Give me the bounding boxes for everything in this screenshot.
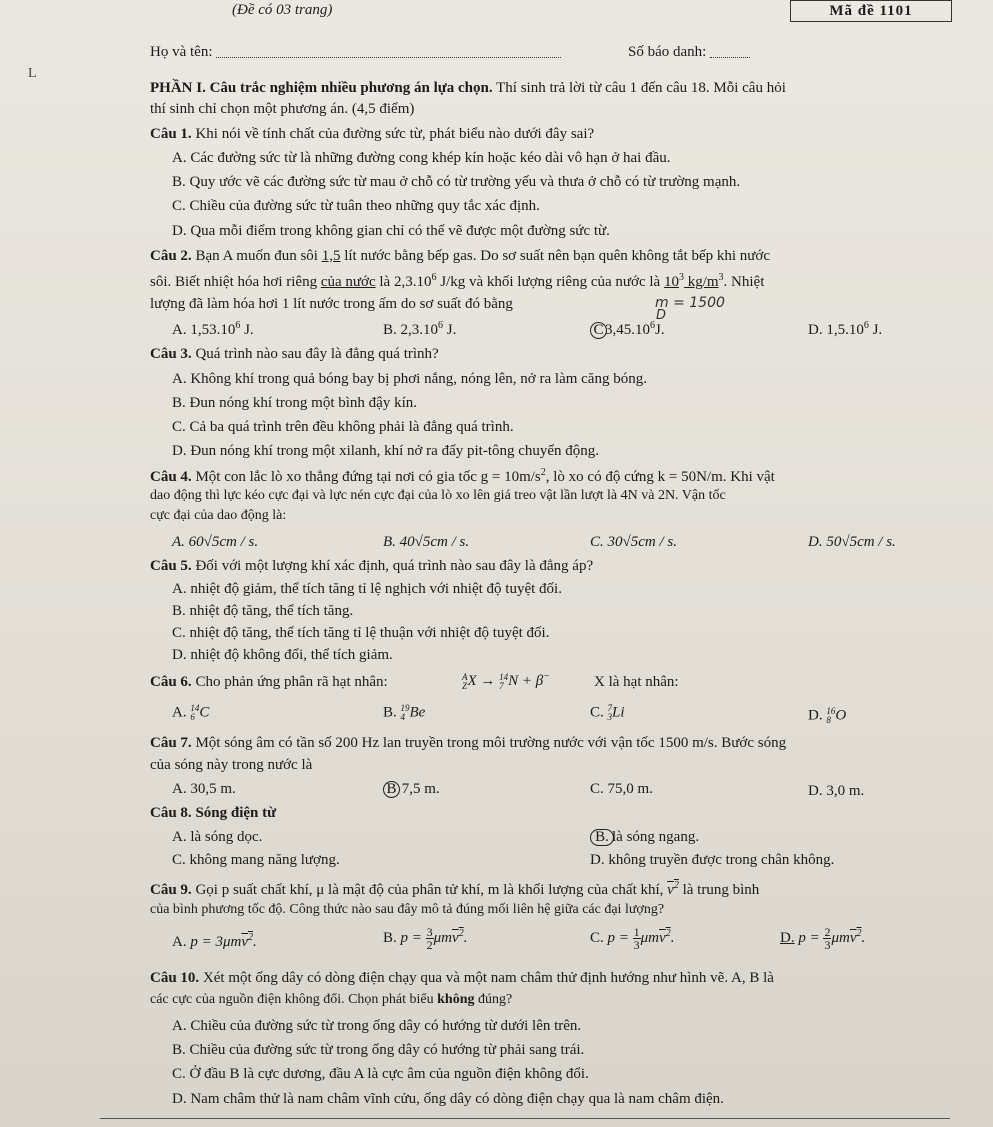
q5-option-c: C. nhiệt độ tăng, thể tích tăng tỉ lệ thuận với nhiệt độ tuyệt đối. (172, 625, 550, 641)
q4-line2: dao động thì lực kéo cực đại và lực nén cực đại của lò xo lên giá treo vật lần lượt là 4N và 2N. Vận tốc (150, 488, 726, 503)
q2-line3: lượng đã làm hóa hơi 1 lít nước trong ấm do sơ suất đó bằng (150, 296, 513, 312)
answer-circle: B. (590, 829, 614, 846)
handwritten-note: m = 1500 (655, 295, 725, 311)
bottom-rule (100, 1118, 950, 1119)
question-5: Câu 5. Đối với một lượng khí xác định, quá trình nào sau đây là đẳng áp? (150, 558, 594, 574)
q6-equation-suffix: X là hạt nhân: (594, 674, 679, 690)
q4-option-b: B. 40√5cm / s. (383, 534, 470, 550)
part1-heading (150, 80, 786, 97)
q2-line2: sôi. Biết nhiệt hóa hơi riêng của nước là 2,3.10$^6$ J/kg và khối lượng riêng của nước là $10^3$ $kg/m^3$. Nhiệt (150, 272, 765, 290)
q1-option-b: B. Quy ước vẽ các đường sức từ mau ở chỗ có từ trường yếu và thưa ở chỗ có từ trường mạnh. (172, 174, 741, 190)
question-1: Câu 1. Khi nói về tính chất của đường sức từ, phát biểu nào dưới đây sai? (150, 126, 595, 142)
q6-option-c: C. 7 3 Li (590, 703, 625, 722)
q3-option-b: B. Đun nóng khí trong một bình đậy kín. (172, 395, 417, 411)
q5-option-a: A. nhiệt độ giảm, thể tích tăng tỉ lệ nghịch với nhiệt độ tuyệt đối. (172, 581, 562, 597)
question-8: Câu 8. Sóng điện từ (150, 805, 277, 821)
question-9: Câu 9. Gọi p suất chất khí, μ là mật độ của phân tử khí, m là khối lượng của chất khí, $v^2$ là trung bình (150, 880, 760, 898)
q7-option-a: A. 30,5 m. (172, 781, 236, 797)
q5-option-d: D. nhiệt độ không đổi, thể tích giảm. (172, 647, 393, 663)
q4-option-c: C. 30√5cm / s. (590, 534, 677, 550)
q8-option-c: C. không mang năng lượng. (172, 852, 340, 868)
margin-mark: L (28, 66, 37, 81)
q7-option-d: D. 3,0 m. (808, 783, 865, 799)
part1-intro: Thí sinh trả lời từ câu 1 đến câu 18. Mỗi câu hỏi (496, 80, 786, 96)
q8-option-a: A. là sóng dọc. (172, 829, 263, 845)
q6-option-a: A. 14 6 C (172, 703, 210, 722)
q9-option-a: A. p = 3μmv$^2$. (172, 932, 257, 950)
q7-option-c: C. 75,0 m. (590, 781, 653, 797)
q1-option-a: A. Các đường sức từ là những đường cong khép kín hoặc kéo dài vô hạn ở hai đầu. (172, 150, 671, 166)
q4-option-d: D. 50√5cm / s. (808, 534, 896, 550)
q10-option-a: A. Chiều của đường sức từ trong ống dây có hướng từ dưới lên trên. (172, 1018, 582, 1034)
q3-option-c: C. Cả ba quá trình trên đều không phải là đẳng quá trình. (172, 419, 514, 435)
question-6: Câu 6. Cho phản ứng phân rã hạt nhân: (150, 674, 388, 690)
q2-option-c-circled: C 3,45.10$^6$J. (590, 320, 665, 339)
page-count-note: (Đề có 03 trang) (232, 2, 333, 18)
q7-option-b-circled: B 7,5 m. (383, 781, 440, 798)
q8-option-d: D. không truyền được trong chân không. (590, 852, 835, 868)
q2-option-d: D. 1,5.10$^6$ J. (808, 320, 883, 338)
q10-option-c: C. Ở đầu B là cực dương, đầu A là cực âm của nguồn điện không đổi. (172, 1066, 589, 1082)
q3-option-a: A. Không khí trong quả bóng bay bị phơi nắng, nóng lên, nở ra làm căng bóng. (172, 371, 647, 387)
q2-option-a: A. 1,53.10$^6$ J. (172, 320, 254, 338)
candidate-number-label: Số báo danh: (628, 44, 707, 60)
part1-title: PHẦN I. Câu trắc nghiệm nhiều phương án lựa chọn. (150, 80, 493, 96)
q9-option-d: D. p = $\frac{2}{3}$ μmv$^2$. (780, 925, 866, 952)
q5-option-b: B. nhiệt độ tăng, thể tích tăng. (172, 603, 354, 619)
decay-equation: A Z X → 14 7 N + β− (462, 671, 551, 691)
q9-line2: của bình phương tốc độ. Công thức nào sau đây mô tả đúng mối liên hệ giữa các đại lượng? (150, 902, 665, 917)
q1-option-c: C. Chiều của đường sức từ tuân theo những quy tắc xác định. (172, 198, 540, 214)
q10-option-d: D. Nam châm thử là nam châm vĩnh cửu, ống dây có dòng điện chạy qua là nam châm điện. (172, 1091, 724, 1107)
handwritten-note-2: D (656, 308, 667, 323)
name-dotted-line (216, 57, 561, 58)
name-field (150, 44, 561, 61)
q8-option-b-circled: B. là sóng ngang. (590, 829, 699, 846)
q7-line2: của sóng này trong nước là (150, 757, 313, 773)
q9-option-c: C. p = $\frac{1}{3}$ μmv$^2$. (590, 925, 675, 952)
question-10: Câu 10. Xét một ống dây có dòng điện chạy qua và một nam châm thử định hướng như hình vẽ. A, B là (150, 970, 774, 986)
part1-intro-line2: thí sinh chỉ chọn một phương án. (4,5 điểm) (150, 101, 415, 117)
question-4: Câu 4. Một con lắc lò xo thẳng đứng tại nơi có gia tốc $g = 10m/s^2$, lò xo có độ cứng k = 50N/m. Khi vật (150, 467, 775, 485)
q4-line3: cực đại của dao động là: (150, 508, 287, 523)
q1-option-d: D. Qua mỗi điểm trong không gian chỉ có thể vẽ được một đường sức từ. (172, 223, 610, 239)
q10-line2: các cực của nguồn điện không đổi. Chọn phát biểu không đúng? (150, 992, 513, 1007)
answer-circle: B (383, 781, 400, 798)
q10-option-b: B. Chiều của đường sức từ trong ống dây có hướng từ phải sang trái. (172, 1042, 585, 1058)
v-squared-mean: $v^2$ (667, 880, 679, 898)
candidate-number-field (628, 44, 750, 61)
answer-circle: C (590, 322, 607, 339)
q3-option-d: D. Đun nóng khí trong một xilanh, khí nở ra đẩy pit-tông chuyển động. (172, 443, 600, 459)
question-2: Câu 2. Bạn A muốn đun sôi 1,5 lít nước bằng bếp gas. Do sơ suất nên bạn quên không tắt bếp khi nước (150, 248, 771, 264)
name-label: Họ và tên: (150, 44, 213, 60)
q6-option-d: D. 16 8 O (808, 706, 847, 725)
q2-option-b: B. 2,3.10$^6$ J. (383, 320, 457, 338)
q9-option-b: B. p = $\frac{3}{2}$ μmv$^2$. (383, 925, 468, 952)
q6-option-b: B. 19 4 Be (383, 703, 426, 722)
exam-code-box: Mã đề 1101 (790, 0, 952, 22)
candidate-number-dotted-line (710, 57, 750, 58)
question-7: Câu 7. Một sóng âm có tần số 200 Hz lan truyền trong môi trường nước với vận tốc 1500 m/s. Bước sóng (150, 735, 787, 751)
question-3: Câu 3. Quá trình nào sau đây là đẳng quá trình? (150, 346, 439, 362)
q4-option-a: A. 60√5cm / s. (172, 534, 259, 550)
